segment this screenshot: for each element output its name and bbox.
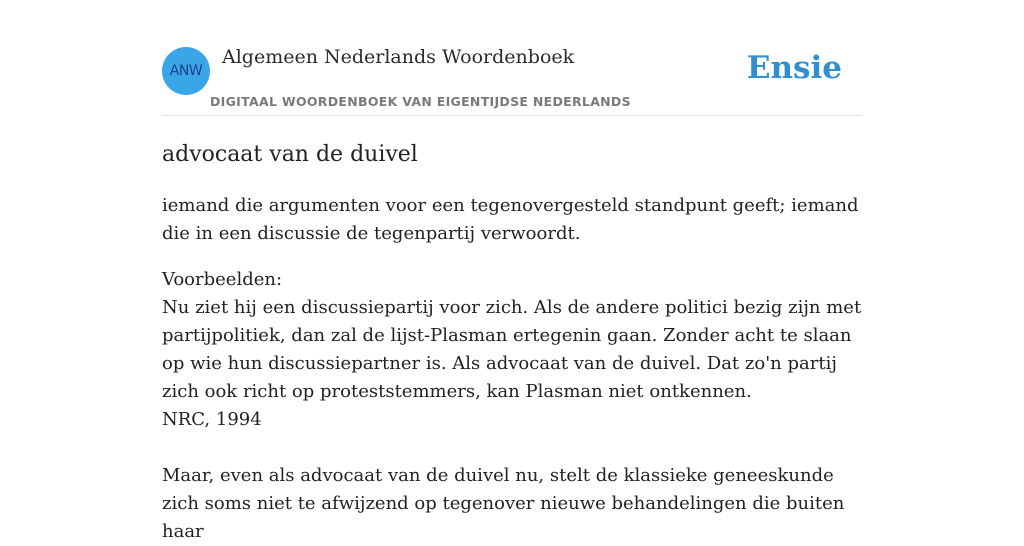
anw-logo[interactable] [162,47,210,95]
example-spacer [162,434,862,462]
examples-section [162,266,862,546]
site-header [162,0,862,116]
site-subtitle: DIGITAAL WOORDENBOEK VAN EIGENTIJDSE NEDERLANDS [210,94,631,109]
page [162,0,862,542]
entry-term: advocaat van de duivel [162,142,418,167]
examples-label: Voorbeelden: [162,269,283,290]
example-text: Maar, even als advocaat van de duivel nu, stelt de klassieke geneeskunde zich soms niet te afwijzend op tegenover nieuwe behandelingen die buiten haar [162,465,845,542]
logo-text: ANW [169,63,203,79]
site-title[interactable]: Algemeen Nederlands Woordenboek [222,46,575,68]
example-text: Nu ziet hij een discussiepartij voor zich. Als de andere politici bezig zijn met partijpolitiek, dan zal de lijst-Plasman ertegenin gaan. Zonder acht te slaan op wie hun discussiepartner is. Als advocaat van de duivel. Dat zo'n partij zich ook richt op proteststemmers, kan Plasman niet ontkennen. [162,297,862,402]
entry-definition: iemand die argumenten voor een tegenovergesteld standpunt geeft; iemand die in een discussie de tegenpartij verwoordt. [162,195,859,244]
ensie-brand-link[interactable]: Ensie [746,50,842,86]
example-source: NRC, 1994 [162,409,262,430]
